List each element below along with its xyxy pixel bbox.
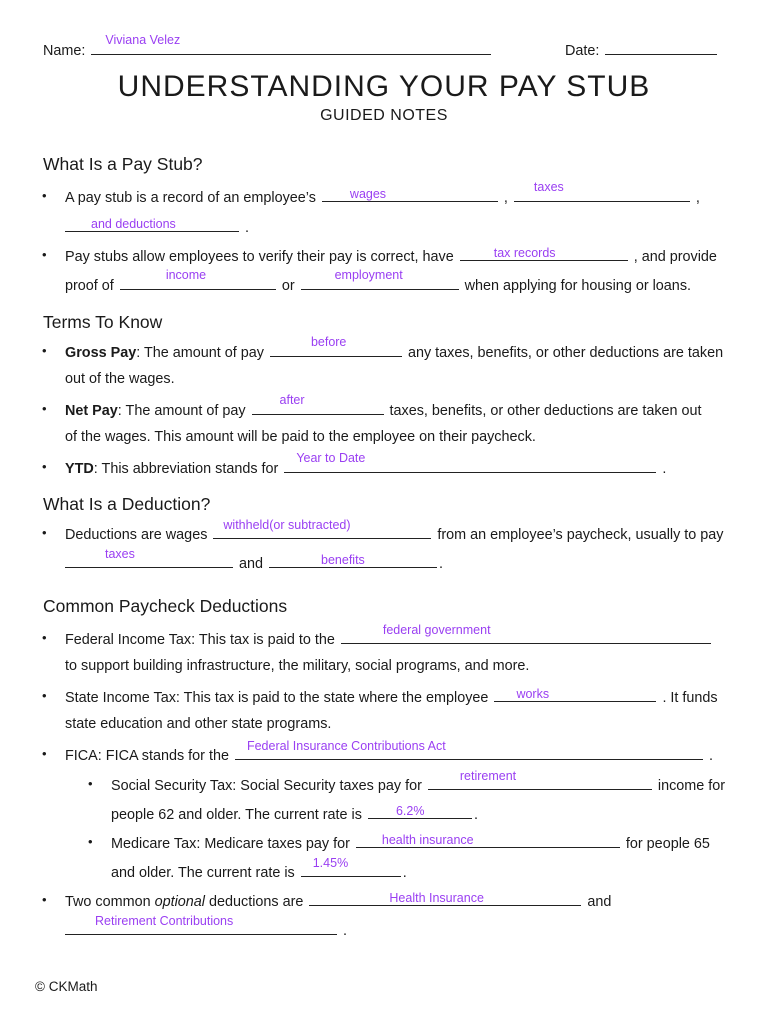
name-blank[interactable] bbox=[91, 33, 491, 55]
blank-taxes[interactable] bbox=[514, 180, 690, 202]
bullet-icon: • bbox=[88, 834, 93, 849]
text: when applying for housing or loans. bbox=[464, 278, 692, 294]
bullet-icon: • bbox=[42, 459, 47, 474]
answer-taxes-2: taxes bbox=[105, 547, 135, 561]
state-line-2 bbox=[65, 715, 331, 733]
pay-stub-line-4 bbox=[65, 268, 692, 295]
medicare-line-2 bbox=[111, 856, 407, 882]
pay-stub-line-2 bbox=[65, 216, 249, 237]
blank-wages[interactable] bbox=[322, 186, 498, 202]
text: and older. The current rate is bbox=[111, 865, 295, 881]
fica-line bbox=[65, 739, 713, 765]
blank-taxes-2[interactable] bbox=[65, 547, 233, 568]
text: . bbox=[662, 461, 667, 477]
bullet-icon: • bbox=[42, 746, 47, 761]
answer-year-to-date: Year to Date bbox=[296, 451, 366, 465]
blank-withheld[interactable] bbox=[213, 518, 431, 539]
text: , bbox=[503, 190, 508, 206]
text: Deductions are wages bbox=[65, 527, 208, 543]
blank-federal-government[interactable] bbox=[341, 623, 711, 644]
text: people 62 and older. The current rate is bbox=[111, 807, 362, 823]
text: taxes, benefits, or other deductions are taken out bbox=[389, 403, 702, 419]
section-heading-deduction: What Is a Deduction? bbox=[43, 494, 211, 514]
gross-pay-line-1 bbox=[65, 335, 724, 362]
blank-works[interactable] bbox=[494, 686, 656, 702]
blank-health-insurance-optional[interactable] bbox=[309, 890, 581, 906]
optional-line-1 bbox=[65, 890, 611, 911]
text: any taxes, benefits, or other deductions are taken bbox=[407, 345, 724, 361]
text: to support building infrastructure, the military, social programs, and more. bbox=[65, 658, 530, 674]
answer-and-deductions: and deductions bbox=[91, 217, 176, 231]
text: FICA: FICA stands for the bbox=[65, 748, 229, 764]
text: , and provide bbox=[633, 249, 717, 265]
text: State Income Tax: This tax is paid to the state where the employee bbox=[65, 690, 489, 706]
footer-copyright: © CKMath bbox=[35, 979, 98, 994]
blank-benefits[interactable] bbox=[269, 552, 437, 568]
text: : The amount of pay bbox=[136, 345, 264, 361]
text: . bbox=[245, 220, 249, 236]
bullet-icon: • bbox=[42, 525, 47, 540]
gross-pay-line-2 bbox=[65, 370, 175, 388]
date-label: Date: bbox=[565, 43, 600, 59]
date-line bbox=[565, 38, 719, 60]
answer-wages: wages bbox=[349, 187, 387, 201]
text: Federal Income Tax: This tax is paid to the bbox=[65, 632, 335, 648]
text: . bbox=[343, 923, 347, 939]
optional-line-2 bbox=[65, 914, 347, 940]
answer-taxes: taxes bbox=[533, 180, 564, 194]
text: A pay stub is a record of an employee’s bbox=[65, 190, 316, 206]
net-pay-line-1 bbox=[65, 393, 702, 420]
answer-retirement: retirement bbox=[459, 769, 517, 783]
section-heading-common: Common Paycheck Deductions bbox=[43, 596, 288, 616]
text: out of the wages. bbox=[65, 371, 175, 387]
text: from an employee’s paycheck, usually to pay bbox=[437, 527, 724, 543]
social-security-line-2 bbox=[111, 803, 478, 824]
text: : This abbreviation stands for bbox=[93, 461, 279, 477]
deduction-line-1 bbox=[65, 518, 724, 544]
answer-employment: employment bbox=[334, 268, 403, 282]
deduction-line-2 bbox=[65, 547, 444, 573]
text: or bbox=[281, 278, 295, 294]
text-italic: optional bbox=[154, 894, 205, 910]
blank-year-to-date[interactable] bbox=[284, 451, 656, 473]
blank-retirement-contributions[interactable] bbox=[65, 914, 337, 935]
text: Pay stubs allow employees to verify their pay is correct, have bbox=[65, 249, 454, 265]
bullet-icon: • bbox=[42, 688, 47, 703]
text: : The amount of pay bbox=[117, 403, 246, 419]
answer-fica: Federal Insurance Contributions Act bbox=[246, 739, 446, 753]
text: Medicare Tax: Medicare taxes pay for bbox=[111, 836, 350, 852]
section-heading-pay-stub: What Is a Pay Stub? bbox=[43, 154, 203, 174]
text: . bbox=[402, 865, 407, 881]
name-answer: Viviana Velez bbox=[105, 33, 181, 47]
blank-med-rate[interactable] bbox=[301, 856, 401, 877]
text: . It funds bbox=[662, 690, 718, 706]
answer-works: works bbox=[516, 687, 550, 701]
pay-stub-line-1 bbox=[65, 180, 700, 207]
ytd-line bbox=[65, 451, 667, 478]
blank-ss-rate[interactable] bbox=[368, 803, 472, 819]
medicare-line-1 bbox=[111, 832, 710, 853]
bullet-icon: • bbox=[88, 776, 93, 791]
name-line bbox=[43, 33, 493, 60]
bullet-icon: • bbox=[42, 188, 47, 203]
answer-ss-rate: 6.2% bbox=[395, 804, 425, 818]
blank-and-deductions[interactable] bbox=[65, 216, 239, 232]
answer-withheld: withheld(or subtracted) bbox=[223, 518, 351, 532]
text: income for bbox=[657, 778, 726, 794]
text: . bbox=[708, 748, 713, 764]
blank-fica[interactable] bbox=[235, 739, 703, 760]
federal-line-2 bbox=[65, 657, 529, 675]
state-line-1 bbox=[65, 686, 718, 707]
blank-retirement[interactable] bbox=[428, 769, 652, 790]
bullet-icon: • bbox=[42, 247, 47, 262]
section-heading-terms: Terms To Know bbox=[43, 312, 163, 332]
answer-before: before bbox=[310, 335, 347, 349]
term-ytd: YTD bbox=[65, 461, 94, 477]
blank-income[interactable] bbox=[120, 268, 276, 290]
answer-benefits: benefits bbox=[321, 553, 365, 567]
term-net-pay: Net Pay bbox=[65, 403, 118, 419]
answer-income: income bbox=[165, 268, 207, 282]
term-gross-pay: Gross Pay bbox=[65, 345, 137, 361]
text: and bbox=[239, 556, 264, 572]
text: proof of bbox=[65, 278, 114, 294]
bullet-icon: • bbox=[42, 343, 47, 358]
blank-employment[interactable] bbox=[301, 268, 459, 290]
text: for people 65 bbox=[625, 836, 710, 852]
answer-federal-government: federal government bbox=[382, 623, 491, 637]
text: Social Security Tax: Social Security taxes pay for bbox=[111, 778, 422, 794]
blank-before[interactable] bbox=[270, 335, 402, 357]
bullet-icon: • bbox=[42, 892, 47, 907]
answer-after: after bbox=[279, 393, 305, 407]
pay-stub-line-3 bbox=[65, 245, 717, 266]
social-security-line-1 bbox=[111, 769, 726, 795]
text: , bbox=[695, 190, 700, 206]
answer-retirement-contributions: Retirement Contributions bbox=[95, 914, 234, 928]
bullet-icon: • bbox=[42, 630, 47, 645]
text: deductions are bbox=[209, 894, 304, 910]
answer-health-insurance-optional: Health Insurance bbox=[389, 891, 484, 905]
name-label: Name: bbox=[43, 43, 86, 59]
answer-med-rate: 1.45% bbox=[312, 856, 349, 870]
federal-line-1 bbox=[65, 623, 713, 649]
page-subtitle: GUIDED NOTES bbox=[320, 107, 448, 124]
blank-health-insurance[interactable] bbox=[356, 832, 620, 848]
bullet-icon: • bbox=[42, 401, 47, 416]
page-title: UNDERSTANDING YOUR PAY STUB bbox=[117, 70, 651, 103]
blank-after[interactable] bbox=[252, 393, 384, 415]
text: . bbox=[439, 556, 444, 572]
answer-health-insurance: health insurance bbox=[381, 833, 474, 847]
text: and bbox=[587, 894, 612, 910]
text: state education and other state programs. bbox=[65, 716, 332, 732]
net-pay-line-2 bbox=[65, 428, 536, 446]
date-blank[interactable] bbox=[605, 38, 717, 55]
text: of the wages. This amount will be paid to the employee on their paycheck. bbox=[65, 429, 536, 445]
text: . bbox=[473, 807, 478, 823]
text: Two common bbox=[65, 894, 151, 910]
answer-tax-records: tax records bbox=[493, 246, 556, 260]
blank-tax-records[interactable] bbox=[460, 245, 628, 261]
